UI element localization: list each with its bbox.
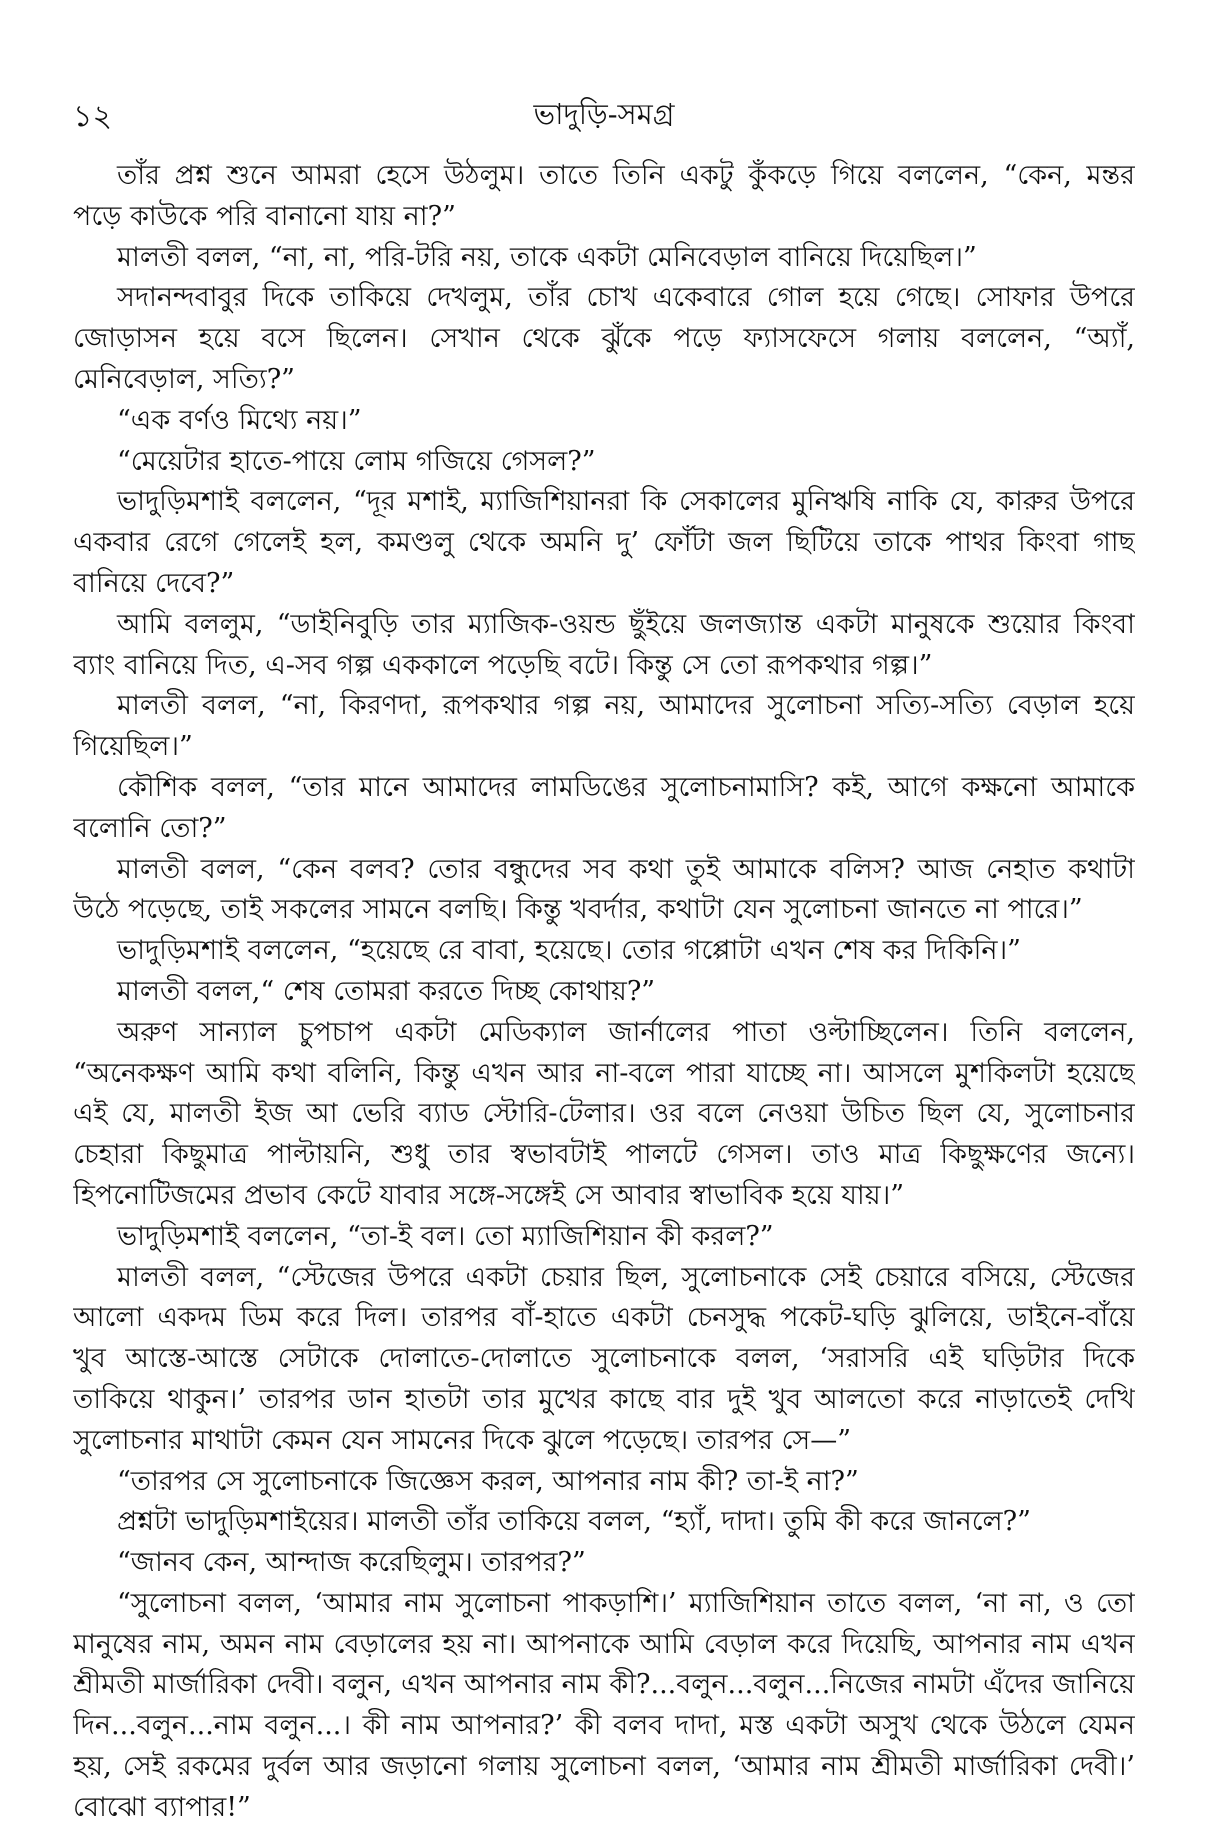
text-line: মানুষের নাম, অমন নাম বেড়ালের হয় না। আপনাকে আমি বেড়াল করে দিয়েছি, আপনার নাম এখন xyxy=(73,1628,1135,1660)
text-line: “এক বর্ণও মিথ্যে নয়।” xyxy=(117,404,362,436)
text-line: তাকিয়ে থাকুন।’ তারপর ডান হাতটা তার মুখের কাছে বার দুই খুব আলতো করে নাড়াতেই দেখি xyxy=(73,1383,1135,1415)
text-line: হিপনোটিজমের প্রভাব কেটে যাবার সঙ্গে-সঙ্গেই সে আবার স্বাভাবিক হয়ে যায়।” xyxy=(73,1179,905,1211)
text-line: খুব আস্তে-আস্তে সেটাকে দোলাতে-দোলাতে সুলোচনাকে বলল, ‘সরাসরি এই ঘড়িটার দিকে xyxy=(73,1343,1135,1375)
paragraph xyxy=(73,1543,1135,1584)
text-line: ব্যাং বানিয়ে দিত, এ-সব গল্প এককালে পড়েছি বটে। কিন্তু সে তো রূপকথার গল্প।” xyxy=(73,649,933,681)
paragraph xyxy=(73,1217,1135,1258)
paragraph xyxy=(73,1584,1135,1829)
text-line: “সুলোচনা বলল, ‘আমার নাম সুলোচনা পাকড়াশি।’ ম্যাজিশিয়ান তাতে বলল, ‘না না, ও তো xyxy=(117,1587,1135,1619)
paragraph xyxy=(73,1502,1135,1543)
text-line: বলোনি তো?” xyxy=(73,812,227,844)
text-line: সদানন্দবাবুর দিকে তাকিয়ে দেখলুম, তাঁর চোখ একেবারে গোল হয়ে গেছে। সোফার উপরে xyxy=(117,282,1135,314)
paragraph xyxy=(73,1462,1135,1503)
page-body xyxy=(73,156,1135,1829)
text-line: “জানব কেন, আন্দাজ করেছিলুম। তারপর?” xyxy=(117,1547,586,1579)
paragraph xyxy=(73,482,1135,604)
text-line: আমি বললুম, “ডাইনিবুড়ি তার ম্যাজিক-ওয়ন্ড ছুঁইয়ে জলজ্যান্ত একটা মানুষকে শুয়োর কিংবা xyxy=(117,608,1135,640)
paragraph xyxy=(73,768,1135,850)
text-line: চেহারা কিছুমাত্র পাল্টায়নি, শুধু তার স্বভাবটাই পালটে গেসল। তাও মাত্র কিছুক্ষণের জন্যে। xyxy=(73,1139,1135,1171)
running-title: ভাদুড়ি-সমগ্র xyxy=(533,97,675,131)
paragraph xyxy=(73,278,1135,400)
text-line: “মেয়েটার হাতে-পায়ে লোম গজিয়ে গেসল?” xyxy=(117,445,596,477)
text-line: হয়, সেই রকমের দুর্বল আর জড়ানো গলায় সুলোচনা বলল, ‘আমার নাম শ্রীমতী মার্জারিকা দেবী।’ xyxy=(73,1751,1135,1783)
text-line: মালতী বলল, “স্টেজের উপরে একটা চেয়ার ছিল, সুলোচনাকে সেই চেয়ারে বসিয়ে, স্টেজের xyxy=(117,1261,1135,1293)
text-line: শ্রীমতী মার্জারিকা দেবী। বলুন, এখন আপনার নাম কী?...বলুন...বলুন...নিজের নামটা এঁদের জানিয়ে xyxy=(73,1669,1135,1701)
paragraph xyxy=(73,238,1135,279)
text-line: ভাদুড়িমশাই বললেন, “তা-ই বল। তো ম্যাজিশিয়ান কী করল?” xyxy=(117,1220,774,1252)
text-line: “তারপর সে সুলোচনাকে জিজ্ঞেস করল, আপনার নাম কী? তা-ই না?” xyxy=(117,1465,859,1497)
text-line: “অনেকক্ষণ আমি কথা বলিনি, কিন্তু এখন আর না-বলে পারা যাচ্ছে না। আসলে মুশকিলটা হয়েছে xyxy=(73,1057,1135,1089)
text-line: উঠে পড়েছে, তাই সকলের সামনে বলছি। কিন্তু খবর্দার, কথাটা যেন সুলোচনা জানতে না পারে।” xyxy=(73,894,1083,926)
text-line: আলো একদম ডিম করে দিল। তারপর বাঁ-হাতে একটা চেনসুদ্ধ পকেট-ঘড়ি ঝুলিয়ে, ডাইনে-বাঁয়ে xyxy=(73,1302,1135,1334)
text-line: ভাদুড়িমশাই বললেন, “দূর মশাই, ম্যাজিশিয়ানরা কি সেকালের মুনিঋষি নাকি যে, কারুর উপরে xyxy=(117,486,1135,518)
text-line: মালতী বলল, “কেন বলব? তোর বন্ধুদের সব কথা তুই আমাকে বলিস? আজ নেহাত কথাটা xyxy=(117,853,1135,885)
page-number: ১২ xyxy=(73,99,112,134)
page-header xyxy=(73,92,1135,136)
text-line: বোঝো ব্যাপার!” xyxy=(73,1791,251,1823)
text-line: দিন...বলুন...নাম বলুন...। কী নাম আপনার?’ কী বলব দাদা, মস্ত একটা অসুখ থেকে উঠলে যেমন xyxy=(73,1710,1135,1742)
text-line: জোড়াসন হয়ে বসে ছিলেন। সেখান থেকে ঝুঁকে পড়ে ফ্যাসফেসে গলায় বললেন, “অ্যাঁ, xyxy=(73,323,1135,355)
paragraph xyxy=(73,972,1135,1013)
text-line: মালতী বলল,“ শেষ তোমরা করতে দিচ্ছ কোথায়?” xyxy=(117,975,656,1007)
text-line: একবার রেগে গেলেই হল, কমণ্ডলু থেকে অমনি দু’ ফোঁটা জল ছিটিয়ে তাকে পাথর কিংবা গাছ xyxy=(73,527,1135,559)
text-line: এই যে, মালতী ইজ আ ভেরি ব্যাড স্টোরি-টেলার। ওর বলে নেওয়া উচিত ছিল যে, সুলোচনার xyxy=(73,1098,1135,1130)
text-line: মালতী বলল, “না, না, পরি-টরি নয়, তাকে একটা মেনিবেড়াল বানিয়ে দিয়েছিল।” xyxy=(117,241,977,273)
text-line: পড়ে কাউকে পরি বানানো যায় না?” xyxy=(73,200,456,232)
paragraph xyxy=(73,442,1135,483)
paragraph xyxy=(73,401,1135,442)
text-line: মালতী বলল, “না, কিরণদা, রূপকথার গল্প নয়, আমাদের সুলোচনা সত্যি-সত্যি বেড়াল হয়ে xyxy=(117,690,1135,722)
text-line: সুলোচনার মাথাটা কেমন যেন সামনের দিকে ঝুলে পড়েছে। তারপর সে—” xyxy=(73,1424,852,1456)
text-line: গিয়েছিল।” xyxy=(73,731,193,763)
paragraph xyxy=(73,850,1135,932)
text-line: তাঁর প্রশ্ন শুনে আমরা হেসে উঠলুম। তাতে তিনি একটু কুঁকড়ে গিয়ে বললেন, “কেন, মন্তর xyxy=(117,160,1135,191)
paragraph xyxy=(73,605,1135,687)
text-line: মেনিবেড়াল, সত্যি?” xyxy=(73,363,295,395)
text-line: প্রশ্নটা ভাদুড়িমশাইয়ের। মালতী তাঁর তাকিয়ে বলল, “হ্যাঁ, দাদা। তুমি কী করে জানলে?” xyxy=(117,1506,1031,1538)
text-line: কৌশিক বলল, “তার মানে আমাদের লামডিঙের সুলোচনামাসি? কই, আগে কক্ষনো আমাকে xyxy=(117,771,1135,803)
paragraph xyxy=(73,686,1135,768)
paragraph xyxy=(73,1258,1135,1462)
paragraph xyxy=(73,931,1135,972)
paragraph xyxy=(73,156,1135,238)
paragraph xyxy=(73,1013,1135,1217)
text-line: বানিয়ে দেবে?” xyxy=(73,567,235,599)
text-line: অরুণ সান্যাল চুপচাপ একটা মেডিক্যাল জার্নালের পাতা ওল্টাচ্ছিলেন। তিনি বললেন, xyxy=(117,1016,1135,1048)
text-line: ভাদুড়িমশাই বললেন, “হয়েছে রে বাবা, হয়েছে। তোর গপ্পোটা এখন শেষ কর দিকিনি।” xyxy=(117,935,1021,967)
